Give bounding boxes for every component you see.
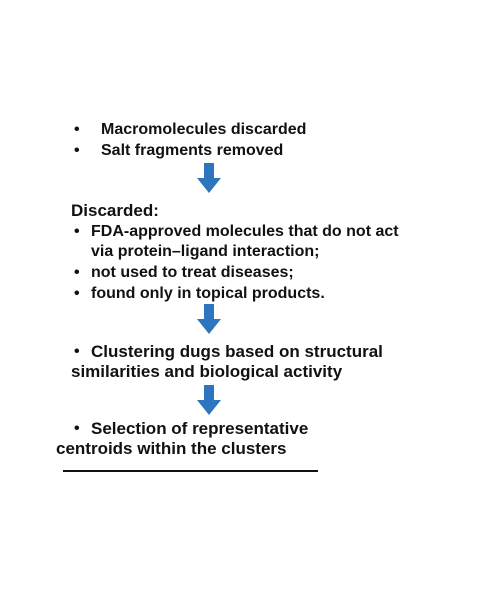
step-1-item-2: Salt fragments removed	[101, 142, 284, 159]
step-4-line-1: Selection of representative	[91, 419, 309, 438]
bullet: •	[74, 264, 80, 281]
down-arrow-icon	[197, 304, 221, 334]
step-2-heading: Discarded:	[71, 201, 159, 220]
bullet: •	[74, 420, 80, 437]
down-arrow-icon	[197, 163, 221, 193]
step-3-line-1: Clustering dugs based on structural	[91, 342, 383, 361]
step-1-item-1: Macromolecules discarded	[101, 121, 307, 138]
step-2-item-2: not used to treat diseases;	[91, 264, 294, 281]
bullet: •	[74, 223, 80, 240]
bottom-rule	[63, 470, 318, 472]
step-2-item-1: FDA-approved molecules that do not act	[91, 223, 399, 240]
step-4-line-2: centroids within the clusters	[56, 439, 287, 458]
step-2-item-1-cont: via protein–ligand interaction;	[91, 243, 320, 260]
step-2-item-3: found only in topical products.	[91, 285, 325, 302]
bullet: •	[74, 343, 80, 360]
bullet: •	[74, 142, 80, 159]
bullet: •	[74, 121, 80, 138]
step-3-line-2: similarities and biological activity	[71, 362, 343, 381]
bullet: •	[74, 285, 80, 302]
down-arrow-icon	[197, 385, 221, 415]
